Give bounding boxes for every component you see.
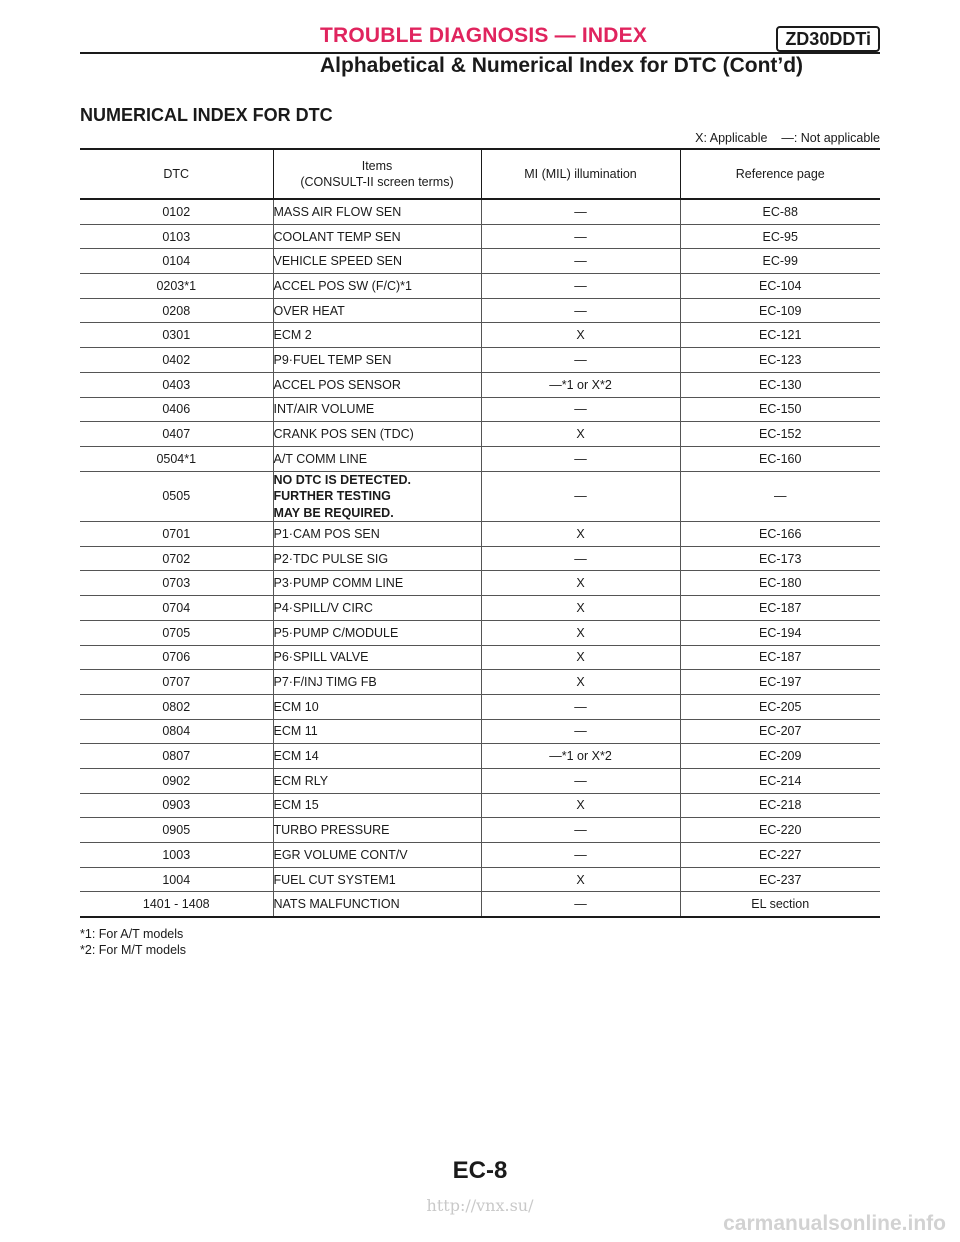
cell-item: EGR VOLUME CONT/V: [273, 843, 481, 868]
cell-item: CRANK POS SEN (TDC): [273, 422, 481, 447]
col-header-items-line1: Items: [361, 159, 393, 173]
col-header-items: [273, 149, 481, 199]
table-row: [80, 620, 880, 645]
cell-dtc: 0203*1: [80, 274, 273, 299]
section-title: TROUBLE DIAGNOSIS — INDEX: [320, 24, 648, 47]
cell-dtc: 0406: [80, 397, 273, 422]
cell-dtc: 0103: [80, 224, 273, 249]
cell-mi: —: [481, 348, 680, 373]
cell-mi: X: [481, 571, 680, 596]
cell-dtc: 0504*1: [80, 446, 273, 471]
table-row: [80, 719, 880, 744]
cell-ref: EC-95: [680, 224, 880, 249]
table-row: [80, 818, 880, 843]
cell-dtc: 0702: [80, 546, 273, 571]
page-heading: NUMERICAL INDEX FOR DTC: [80, 105, 333, 125]
cell-dtc: 0104: [80, 249, 273, 274]
cell-dtc: 0807: [80, 744, 273, 769]
table-row: [80, 199, 880, 224]
cell-ref: EC-130: [680, 372, 880, 397]
cell-ref: EC-209: [680, 744, 880, 769]
table-row: [80, 843, 880, 868]
cell-mi: X: [481, 670, 680, 695]
page-number: EC-8: [452, 1157, 508, 1184]
cell-dtc: 0902: [80, 768, 273, 793]
page-header: [80, 22, 880, 77]
table-row: [80, 249, 880, 274]
cell-item: NO DTC IS DETECTED. FURTHER TESTING MAY BE REQUIRED.: [273, 471, 481, 522]
cell-ref: EC-152: [680, 422, 880, 447]
cell-ref: EC-205: [680, 694, 880, 719]
table-row: [80, 744, 880, 769]
cell-ref: EC-187: [680, 596, 880, 621]
cell-item: P9·FUEL TEMP SEN: [273, 348, 481, 373]
cell-item: ECM 14: [273, 744, 481, 769]
cell-dtc: 0705: [80, 620, 273, 645]
table-row: [80, 694, 880, 719]
cell-mi: X: [481, 596, 680, 621]
cell-dtc: 0102: [80, 199, 273, 224]
col-header-ref: Reference page: [680, 149, 880, 199]
cell-ref: EC-187: [680, 645, 880, 670]
cell-item: NATS MALFUNCTION: [273, 892, 481, 917]
table-row: [80, 768, 880, 793]
cell-item: ECM 10: [273, 694, 481, 719]
cell-item: P5·PUMP C/MODULE: [273, 620, 481, 645]
cell-dtc: 1004: [80, 867, 273, 892]
cell-dtc: 0706: [80, 645, 273, 670]
cell-mi: X: [481, 867, 680, 892]
cell-item: FUEL CUT SYSTEM1: [273, 867, 481, 892]
cell-ref: EC-173: [680, 546, 880, 571]
table-row: [80, 298, 880, 323]
cell-dtc: 0707: [80, 670, 273, 695]
cell-mi: X: [481, 422, 680, 447]
legend: X: Applicable —: Not applicable: [695, 131, 880, 145]
cell-mi: —: [481, 397, 680, 422]
table-header-row: [80, 149, 880, 199]
watermark: carmanualsonline.info: [723, 1212, 946, 1235]
footnote-2: *2: For M/T models: [80, 942, 187, 957]
cell-item: P3·PUMP COMM LINE: [273, 571, 481, 596]
cell-dtc: 0701: [80, 522, 273, 547]
cell-item: P6·SPILL VALVE: [273, 645, 481, 670]
cell-item: TURBO PRESSURE: [273, 818, 481, 843]
cell-item: P4·SPILL/V CIRC: [273, 596, 481, 621]
cell-mi: —: [481, 199, 680, 224]
cell-mi: X: [481, 645, 680, 670]
cell-ref: EL section: [680, 892, 880, 917]
cell-ref: EC-104: [680, 274, 880, 299]
table-row: [80, 224, 880, 249]
cell-mi: —: [481, 249, 680, 274]
cell-ref: EC-150: [680, 397, 880, 422]
cell-item: P7·F/INJ TIMG FB: [273, 670, 481, 695]
col-header-mi: MI (MIL) illumination: [481, 149, 680, 199]
cell-dtc: 0703: [80, 571, 273, 596]
cell-mi: —: [481, 843, 680, 868]
cell-mi: —: [481, 892, 680, 917]
cell-item: OVER HEAT: [273, 298, 481, 323]
cell-mi: —: [481, 719, 680, 744]
cell-mi: X: [481, 323, 680, 348]
cell-mi: —: [481, 298, 680, 323]
table-row: [80, 645, 880, 670]
cell-item: ACCEL POS SENSOR: [273, 372, 481, 397]
cell-mi: —: [481, 471, 680, 522]
engine-code-badge: ZD30DDTi: [776, 26, 880, 52]
footnotes: [80, 927, 186, 958]
cell-mi: —: [481, 446, 680, 471]
footnote-1: *1: For A/T models: [80, 927, 184, 941]
cell-ref: —: [680, 471, 880, 522]
table-row: [80, 867, 880, 892]
cell-ref: EC-218: [680, 793, 880, 818]
cell-dtc: 0208: [80, 298, 273, 323]
table-row: [80, 348, 880, 373]
cell-dtc: 0301: [80, 323, 273, 348]
cell-ref: EC-123: [680, 348, 880, 373]
cell-dtc: 0903: [80, 793, 273, 818]
cell-dtc: 1401 - 1408: [80, 892, 273, 917]
dtc-table-body: [80, 199, 880, 917]
cell-ref: EC-197: [680, 670, 880, 695]
table-row: [80, 274, 880, 299]
cell-mi: —: [481, 546, 680, 571]
cell-item: ECM 2: [273, 323, 481, 348]
page-subtitle: Alphabetical & Numerical Index for DTC (Cont’d): [320, 54, 804, 77]
cell-ref: EC-99: [680, 249, 880, 274]
cell-item: P1·CAM POS SEN: [273, 522, 481, 547]
cell-dtc: 0505: [80, 471, 273, 522]
table-row: [80, 422, 880, 447]
col-header-dtc: DTC: [80, 149, 273, 199]
cell-ref: EC-121: [680, 323, 880, 348]
table-row: [80, 670, 880, 695]
cell-dtc: 0402: [80, 348, 273, 373]
cell-mi: X: [481, 522, 680, 547]
cell-dtc: 0704: [80, 596, 273, 621]
cell-mi: —: [481, 768, 680, 793]
table-row: [80, 446, 880, 471]
cell-ref: EC-220: [680, 818, 880, 843]
cell-item: COOLANT TEMP SEN: [273, 224, 481, 249]
cell-ref: EC-227: [680, 843, 880, 868]
cell-item: ECM 15: [273, 793, 481, 818]
cell-item: A/T COMM LINE: [273, 446, 481, 471]
table-row: [80, 546, 880, 571]
cell-dtc: 0804: [80, 719, 273, 744]
cell-mi: —*1 or X*2: [481, 372, 680, 397]
cell-ref: EC-166: [680, 522, 880, 547]
cell-ref: EC-237: [680, 867, 880, 892]
cell-mi: —: [481, 818, 680, 843]
cell-item: VEHICLE SPEED SEN: [273, 249, 481, 274]
cell-item: ACCEL POS SW (F/C)*1: [273, 274, 481, 299]
cell-dtc: 0407: [80, 422, 273, 447]
cell-item: ECM 11: [273, 719, 481, 744]
table-row: [80, 372, 880, 397]
cell-ref: EC-88: [680, 199, 880, 224]
col-header-items-line2: (CONSULT-II screen terms): [300, 175, 454, 189]
cell-ref: EC-160: [680, 446, 880, 471]
cell-dtc: 0403: [80, 372, 273, 397]
cell-mi: X: [481, 620, 680, 645]
cell-item: INT/AIR VOLUME: [273, 397, 481, 422]
table-row: [80, 471, 880, 522]
cell-ref: EC-214: [680, 768, 880, 793]
table-row: [80, 397, 880, 422]
cell-ref: EC-194: [680, 620, 880, 645]
cell-ref: EC-207: [680, 719, 880, 744]
dtc-table: [80, 148, 880, 918]
cell-mi: —*1 or X*2: [481, 744, 680, 769]
cell-ref: EC-180: [680, 571, 880, 596]
table-row: [80, 793, 880, 818]
cell-ref: EC-109: [680, 298, 880, 323]
cell-mi: —: [481, 274, 680, 299]
table-row: [80, 892, 880, 917]
cell-item: MASS AIR FLOW SEN: [273, 199, 481, 224]
source-url[interactable]: http://vnx.su/: [426, 1196, 534, 1215]
table-row: [80, 596, 880, 621]
cell-mi: X: [481, 793, 680, 818]
cell-dtc: 0802: [80, 694, 273, 719]
cell-dtc: 0905: [80, 818, 273, 843]
cell-dtc: 1003: [80, 843, 273, 868]
cell-item: P2·TDC PULSE SIG: [273, 546, 481, 571]
cell-item: ECM RLY: [273, 768, 481, 793]
table-row: [80, 323, 880, 348]
cell-mi: —: [481, 694, 680, 719]
table-row: [80, 571, 880, 596]
cell-mi: —: [481, 224, 680, 249]
table-row: [80, 522, 880, 547]
